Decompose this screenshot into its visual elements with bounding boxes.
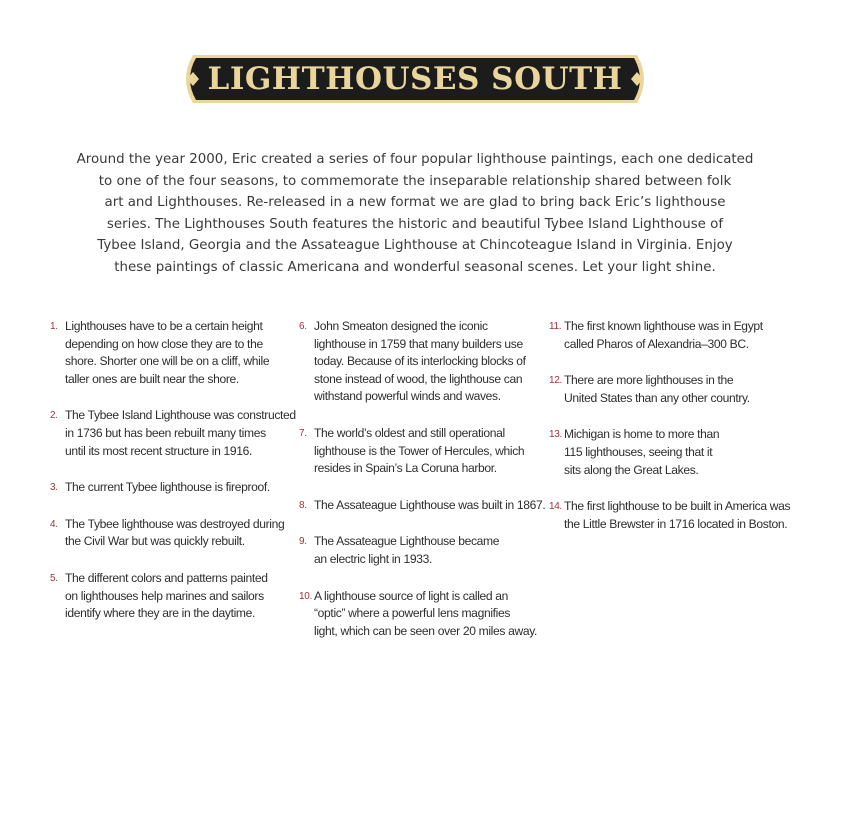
- fact-line: withstand powerful winds and waves.: [314, 389, 501, 404]
- fact-line: John Smeaton designed the iconic: [314, 319, 488, 333]
- fact-item-13: [549, 426, 809, 479]
- fact-line: lighthouse in 1759 that many builders use: [314, 336, 523, 351]
- fact-number: 13.: [549, 429, 563, 441]
- fact-number: 14.: [549, 501, 563, 513]
- fact-item-3: [50, 479, 300, 497]
- intro-line: art and Lighthouses. Re-released in a new format we are glad to bring back Eric’s lighthouse: [104, 195, 726, 211]
- title-banner: [179, 55, 651, 103]
- fact-line: shore. Shorter one will be on a cliff, while: [65, 354, 270, 369]
- intro-paragraph: [70, 149, 760, 279]
- fact-item-2: [50, 407, 300, 460]
- fact-line: The Tybee lighthouse was destroyed during: [65, 516, 285, 531]
- fact-line: depending on how close they are to the: [65, 336, 263, 351]
- page-title: LIGHTHOUSES SOUTH: [207, 61, 623, 97]
- fact-number: 11.: [549, 321, 562, 332]
- fact-number: 7.: [299, 427, 307, 439]
- fact-text: [564, 372, 809, 407]
- fact-line: stone instead of wood, the lighthouse can: [314, 371, 523, 386]
- fact-number: 5.: [50, 572, 58, 584]
- fact-text: [564, 426, 809, 479]
- facts-column-1: [50, 318, 300, 642]
- intro-line: series. The Lighthouses South features the historic and beautiful Tybee Island Lighthouse of: [106, 216, 724, 232]
- fact-line: light, which can be seen over 20 miles away.: [314, 623, 538, 638]
- intro-line: these paintings of classic Americana and wonderful seasonal scenes. Let your light shine.: [114, 259, 716, 275]
- fact-text: [65, 318, 300, 388]
- fact-item-5: [50, 570, 300, 623]
- fact-line: The first lighthouse to be built in America was: [564, 499, 791, 514]
- intro-line: Tybee Island, Georgia and the Assateague Lighthouse at Chincoteague Island in Virginia. Enjoy: [97, 238, 733, 254]
- intro-line: Around the year 2000, Eric created a series of four popular lighthouse paintings, each one dedicated: [76, 152, 754, 167]
- fact-line: today. Because of its interlocking blocks of: [314, 354, 526, 369]
- fact-text: [314, 497, 549, 515]
- fact-line: the Civil War but was quickly rebuilt.: [65, 534, 245, 549]
- fact-line: The first known lighthouse was in Egypt: [564, 319, 763, 333]
- fact-number: 2.: [50, 410, 58, 422]
- fact-line: the Little Brewster in 1716 located in Boston.: [564, 516, 788, 531]
- fact-item-11: [549, 318, 809, 353]
- facts-column-2: [299, 318, 549, 659]
- fact-item-9: [299, 533, 549, 568]
- fact-line: in 1736 but has been rebuilt many times: [65, 425, 266, 440]
- fact-line: “optic” where a powerful lens magnifies: [314, 606, 511, 621]
- fact-line: The Assateague Lighthouse was built in 1867.: [314, 497, 546, 512]
- fact-item-6: [299, 318, 549, 406]
- fact-number: 6.: [299, 321, 307, 332]
- fact-text: [314, 318, 549, 406]
- fact-line: 115 lighthouses, seeing that it: [564, 444, 713, 459]
- fact-text: [564, 318, 809, 353]
- fact-text: [65, 570, 300, 623]
- fact-item-7: [299, 425, 549, 478]
- fact-line: Lighthouses have to be a certain height: [65, 319, 263, 333]
- fact-line: There are more lighthouses in the: [564, 373, 734, 388]
- fact-line: The world’s oldest and still operational: [314, 425, 505, 440]
- fact-line: lighthouse is the Tower of Hercules, which: [314, 443, 525, 458]
- fact-line: identify where they are in the daytime.: [65, 606, 256, 621]
- fact-text: [564, 498, 809, 533]
- fact-line: The Tybee Island Lighthouse was constructed: [65, 408, 296, 423]
- intro-line: to one of the four seasons, to commemorate the inseparable relationship shared between folk: [98, 173, 732, 189]
- fact-line: until its most recent structure in 1916.: [65, 443, 252, 458]
- fact-number: 9.: [299, 536, 307, 548]
- fact-line: The current Tybee lighthouse is fireproof.: [65, 480, 270, 495]
- fact-line: United States than any other country.: [564, 390, 750, 405]
- fact-line: The different colors and patterns painted: [65, 570, 268, 585]
- fact-number: 10.: [299, 590, 313, 602]
- fact-text: [65, 407, 300, 460]
- fact-text: [65, 516, 300, 551]
- fact-number: 8.: [299, 499, 307, 511]
- fact-line: on lighthouses help marines and sailors: [65, 588, 264, 603]
- fact-number: 1.: [50, 321, 58, 332]
- fact-line: The Assateague Lighthouse became: [314, 534, 500, 549]
- fact-line: Michigan is home to more than: [564, 427, 720, 442]
- fact-line: taller ones are built near the shore.: [65, 371, 239, 386]
- fact-line: an electric light in 1933.: [314, 551, 432, 566]
- fact-item-12: [549, 372, 809, 407]
- fact-item-1: [50, 318, 300, 388]
- fact-item-14: [549, 498, 809, 533]
- fact-number: 12.: [549, 375, 563, 387]
- fact-text: [65, 479, 300, 497]
- fact-line: called Pharos of Alexandria–300 BC.: [564, 336, 749, 351]
- facts-column-3: [549, 318, 809, 552]
- fact-text: [314, 425, 549, 478]
- fact-text: [314, 588, 549, 641]
- fact-line: sits along the Great Lakes.: [564, 462, 699, 477]
- fact-line: A lighthouse source of light is called an: [314, 588, 509, 603]
- fact-item-10: [299, 588, 549, 641]
- fact-item-8: [299, 497, 549, 515]
- fact-text: [314, 533, 549, 568]
- fact-number: 3.: [50, 482, 58, 494]
- fact-line: resides in Spain’s La Coruna harbor.: [314, 461, 497, 476]
- fact-number: 4.: [50, 518, 58, 530]
- fact-item-4: [50, 516, 300, 551]
